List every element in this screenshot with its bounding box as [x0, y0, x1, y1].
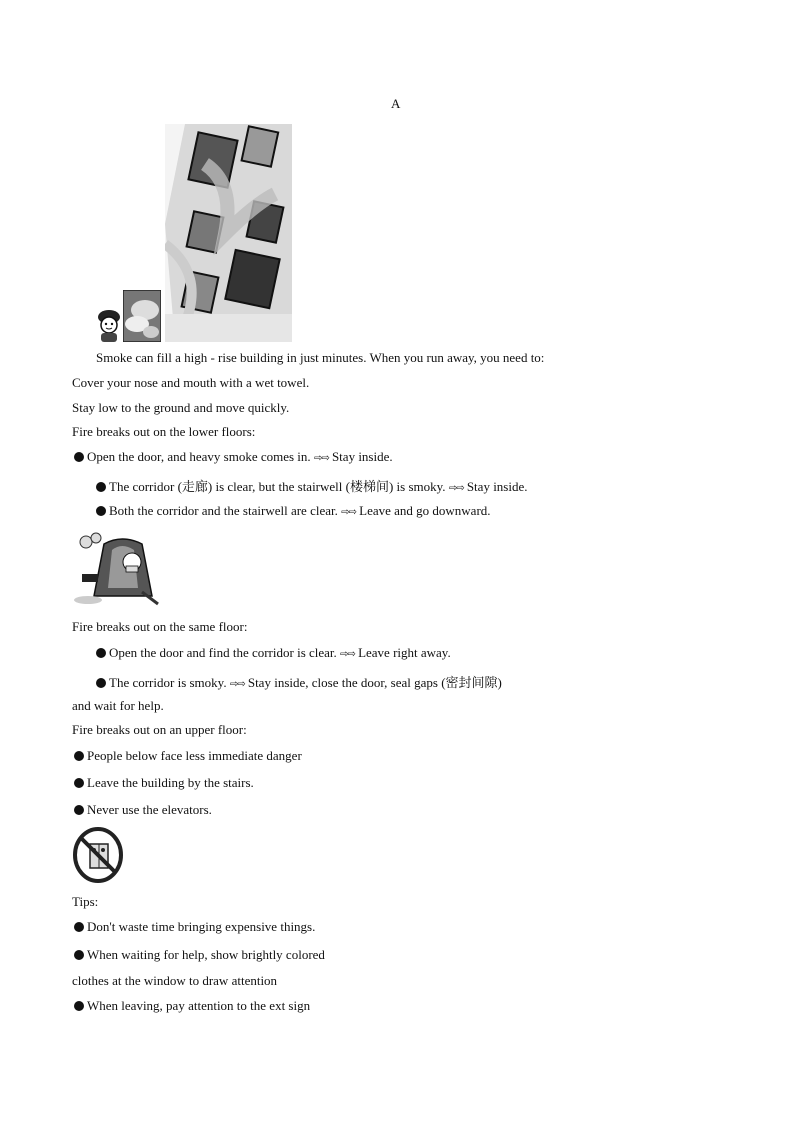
list-item: People below face less immediate danger [74, 748, 302, 764]
list-item: Leave the building by the stairs. [74, 775, 254, 791]
list-item-continuation: clothes at the window to draw attention [72, 973, 278, 988]
section-title-upper: Fire breaks out on an upper floor: [72, 722, 247, 737]
list-item: Never use the elevators. [74, 802, 212, 818]
bullet-icon [96, 678, 106, 688]
intro-text: Smoke can fill a high - rise building in just minutes. When you run away, you need to: [96, 350, 545, 365]
list-item: When waiting for help, show brightly colored [74, 947, 325, 963]
list-item: When leaving, pay attention to the ext sign [74, 998, 310, 1014]
burning-building-illustration [165, 124, 292, 342]
list-item-continuation: and wait for help. [72, 698, 164, 713]
section-title-lower: Fire breaks out on the lower floors: [72, 424, 256, 439]
bullet-icon [96, 482, 106, 492]
list-item: The corridor (走廊) is clear, but the stairwell (楼梯间) is smoky. ⇨⇨ Stay inside. [96, 476, 528, 495]
page-heading: A [391, 96, 401, 111]
bullet-icon [74, 452, 84, 462]
tips-title: Tips: [72, 894, 99, 909]
tip-stay-low: Stay low to the ground and move quickly. [72, 400, 290, 415]
person-with-towel-illustration [72, 530, 168, 610]
bullet-icon [74, 1001, 84, 1011]
section-title-same: Fire breaks out on the same floor: [72, 619, 248, 634]
bullet-icon [96, 648, 106, 658]
no-elevator-icon [72, 826, 124, 884]
arrow-icon: ⇨⇨ [340, 649, 355, 660]
list-item: The corridor is smoky. ⇨⇨ Stay inside, close the door, seal gaps (密封间隙) [96, 672, 502, 691]
bullet-icon [74, 950, 84, 960]
bullet-icon [74, 805, 84, 815]
bullet-icon [96, 506, 106, 516]
list-item: Both the corridor and the stairwell are clear. ⇨⇨ Leave and go downward. [96, 503, 491, 519]
smoke-photo [123, 290, 161, 342]
list-item: Open the door and find the corridor is clear. ⇨⇨ Leave right away. [96, 645, 451, 661]
bullet-icon [74, 778, 84, 788]
list-item: Don't waste time bringing expensive things. [74, 919, 315, 935]
firefighter-icon [96, 308, 122, 342]
bullet-icon [74, 751, 84, 761]
arrow-icon: ⇨⇨ [341, 507, 356, 518]
list-item: Open the door, and heavy smoke comes in. ⇨⇨ Stay inside. [74, 449, 393, 465]
arrow-icon: ⇨⇨ [229, 679, 245, 690]
tip-wet-towel: Cover your nose and mouth with a wet towel. [72, 375, 310, 390]
bullet-icon [74, 922, 84, 932]
arrow-icon: ⇨⇨ [313, 453, 329, 464]
arrow-icon: ⇨⇨ [448, 483, 464, 494]
